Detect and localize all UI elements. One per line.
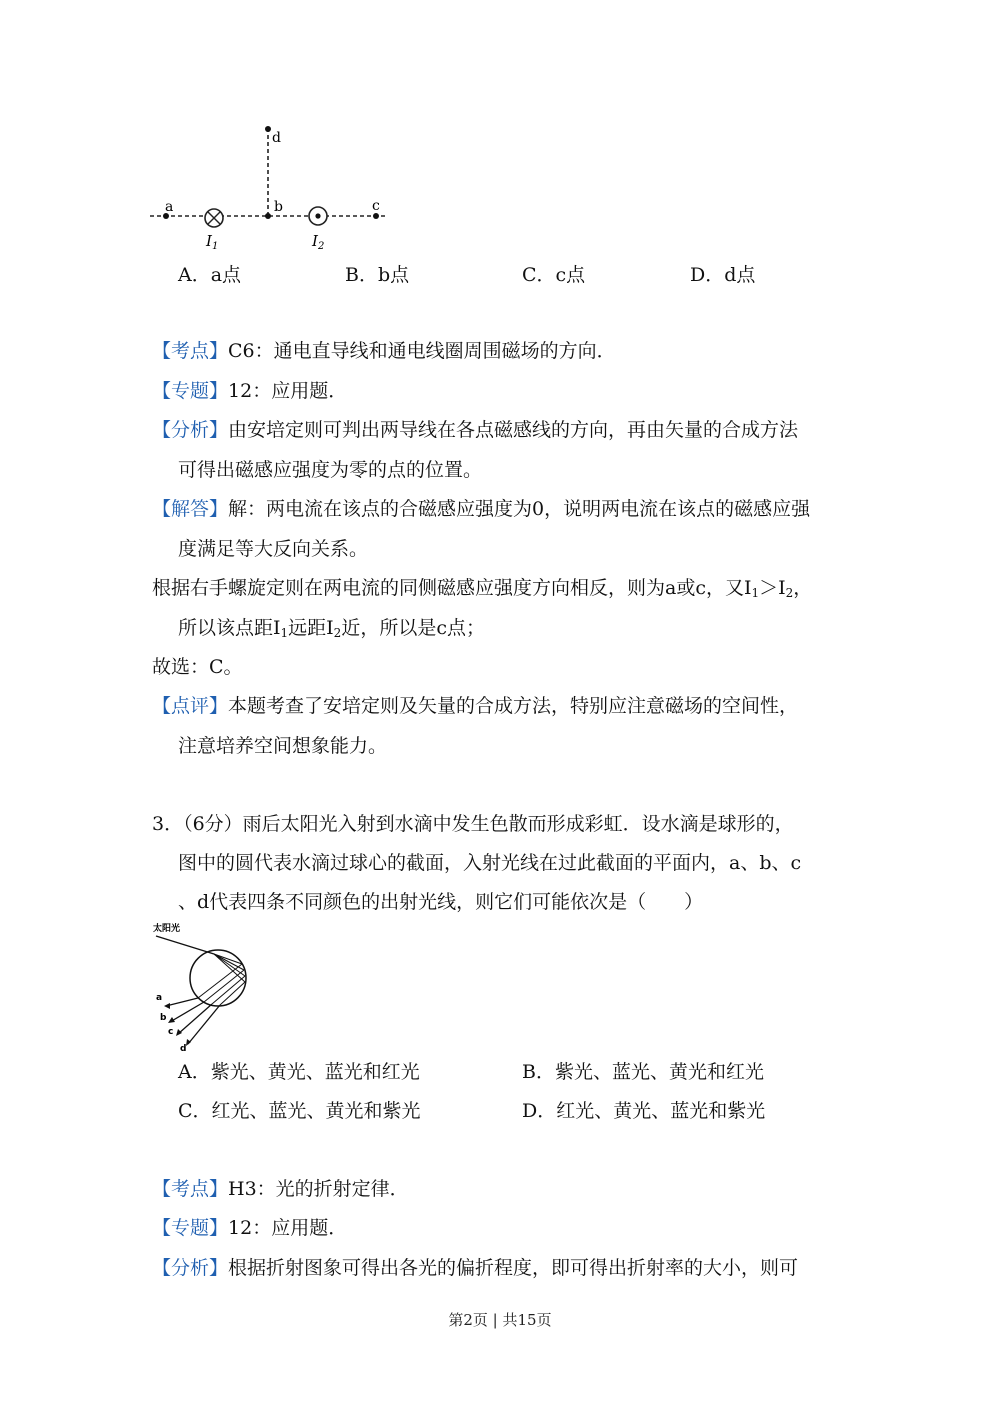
label-i2: $I_2$ <box>312 232 325 252</box>
fenxi-tag: 【分析】 <box>152 419 229 441</box>
jieda-tag: 【解答】 <box>152 498 229 520</box>
q3-option-b: B．紫光、蓝光、黄光和红光 <box>522 1061 764 1083</box>
q2-kaodian: 【考点】C6：通电直导线和通电线圈周围磁场的方向． <box>152 340 616 362</box>
q2-dianping: 【点评】本题考查了安培定则及矢量的合成方法，特别应注意磁场的空间性， <box>152 695 799 717</box>
q2-dianping-line2: 注意培养空间想象能力。 <box>178 735 388 757</box>
q3-fenxi: 【分析】根据折射图象可得出各光的偏折程度，即可得出折射率的大小，则可 <box>152 1257 799 1279</box>
q2-option-a: A．a点 <box>178 264 242 286</box>
zhuanti-tag: 【专题】 <box>152 1217 229 1239</box>
q2-solution-line4: 所以该点距$I_1$远距$I_2$近，所以是c点； <box>178 617 485 640</box>
q3-stem-line1: 3．（6分）雨后太阳光入射到水滴中发生色散而形成彩虹．设水滴是球形的， <box>152 813 794 835</box>
point-b <box>265 213 271 219</box>
q3-option-a: A．紫光、黄光、蓝光和红光 <box>178 1061 420 1083</box>
q3-stem-line3: 、d代表四条不同颜色的出射光线，则它们可能依次是（ ） <box>178 891 704 913</box>
q2-option-c: C．c点 <box>522 264 586 286</box>
q2-answer: 故选：C。 <box>152 656 243 678</box>
label-c: c <box>372 198 380 214</box>
raindrop-figure <box>150 920 255 1055</box>
page-footer: 第2页 | 共15页 <box>448 1311 552 1329</box>
q3-option-d: D．红光、黄光、蓝光和紫光 <box>522 1100 766 1122</box>
q3-zhuanti: 【专题】12：应用题． <box>152 1217 348 1239</box>
q3-stem-line2: 图中的圆代表水滴过球心的截面，入射光线在过此截面的平面内，a、b、c <box>178 852 802 874</box>
point-d <box>265 126 271 132</box>
zhuanti-tag: 【专题】 <box>152 380 229 402</box>
label-d: d <box>272 130 281 146</box>
ray-label-a: a <box>156 993 163 1003</box>
q2-fenxi: 【分析】由安培定则可判出两导线在各点磁感线的方向，再由矢量的合成方法 <box>152 419 799 441</box>
wire-i1-cross-icon <box>205 209 223 227</box>
kaodian-tag: 【考点】 <box>152 1178 229 1200</box>
kaodian-tag: 【考点】 <box>152 340 229 362</box>
q2-option-d: D．d点 <box>690 264 756 286</box>
ray-label-b: b <box>160 1013 167 1023</box>
ray-label-d: d <box>180 1044 187 1054</box>
q2-jieda-line2: 度满足等大反向关系。 <box>178 538 369 560</box>
label-b: b <box>274 199 283 215</box>
q3-option-c: C．红光、蓝光、黄光和紫光 <box>178 1100 421 1122</box>
wire-field-figure <box>148 120 393 255</box>
q2-fenxi-line2: 可得出磁感应强度为零的点的位置。 <box>178 459 483 481</box>
dianping-tag: 【点评】 <box>152 695 229 717</box>
q2-zhuanti: 【专题】12：应用题． <box>152 380 348 402</box>
label-i1: $I_1$ <box>206 232 219 252</box>
q2-option-b: B．b点 <box>345 264 410 286</box>
q3-kaodian: 【考点】H3：光的折射定律． <box>152 1178 409 1200</box>
q2-solution-line3: 根据右手螺旋定则在两电流的同侧磁感应强度方向相反，则为a或c，又$I_1>I_2$， <box>152 577 813 600</box>
label-a: a <box>165 199 174 215</box>
label-sunlight: 太阳光 <box>153 924 181 934</box>
ray-label-c: c <box>168 1027 174 1037</box>
wire-i2-dot-icon <box>309 207 327 225</box>
fenxi-tag: 【分析】 <box>152 1257 229 1279</box>
q2-jieda: 【解答】解：两电流在该点的合磁感应强度为0，说明两电流在该点的磁感应强 <box>152 498 811 520</box>
